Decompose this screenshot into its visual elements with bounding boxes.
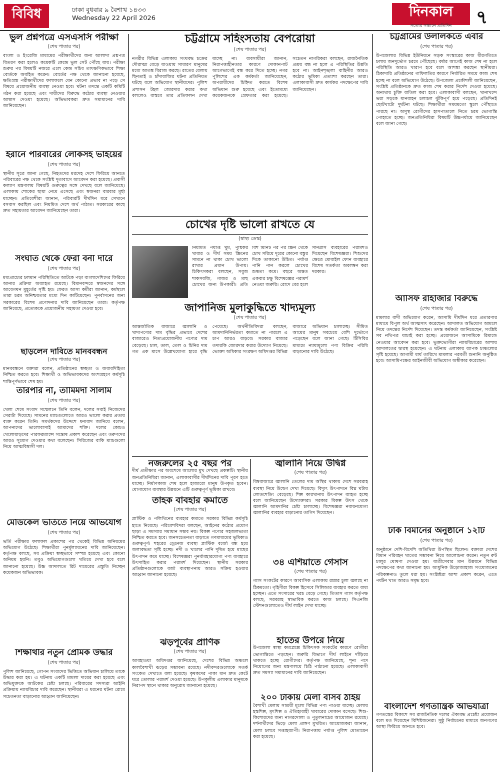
article-jalani: [253, 459, 368, 555]
article-body: পুলিশ জানিয়েছে, গোপন সংবাদের ভিত্তিতে অভিযান চালিয়ে তাকে উদ্ধার করা হয়। এ ঘটনায় একটি মামলা দায়ের করা হয়েছে এবং অভিযুক্তকে আটকের চেষ্টা চলছে। পরিবারের সদস্যরা আইনি প্রক্রিয়ায় ন্যায়বিচার দাবি করেছেন। স্থানীয়রা এ ধরনের ঘটনা রোধে সচেতনতা বাড়ানোর আহ্বান জানিয়েছেন।: [3, 669, 125, 700]
article-against: [376, 295, 497, 527]
article-body: মামলার বাদী অভিযোগ করেন, আসামি দীর্ঘদিন ধরে প্রতারণার মাধ্যমে বিপুল অর্থ আত্মসাৎ করেছেন। আদালত অভিযোগ আমলে নিয়ে তদন্তের নির্দেশ দিয়েছেন। তদন্ত কর্মকর্তা জানিয়েছেন, সংশ্লিষ্ট সব নথিপত্র যাচাই করা হচ্ছে। প্রয়োজনে আসামিকে রিমান্ডে নেওয়ার আবেদন করা হবে। ভুক্তভোগীরা ন্যায়বিচারের আশায় আদালতের দ্বারস্থ হয়েছেন। এ ঘটনায় এলাকায় ব্যাপক চাঞ্চল্যের সৃষ্টি হয়েছে। আগামী ধার্য তারিখে মামলার পরবর্তী শুনানি অনুষ্ঠিত হবে। আসামিপক্ষের আইনজীবী অভিযোগ অস্বীকার করেছেন।: [376, 315, 497, 365]
headline: সংঘাত থেকে ফেরা বনী দারে: [15, 255, 113, 264]
logo-tagline: সত্যের সন্ধানে প্রতিদিন: [410, 24, 452, 29]
article-jhorer: [132, 638, 248, 772]
article-body: নিয়মিত পর্যাপ্ত ঘুম, পুষ্টিকর খাবার ও দীর্ঘ সময় স্ক্রিনের সামনে না থাকা চোখ ভালো রাখার প্রধান উপায়। চিকিৎসকরা বলছেন, সবুজ শাকসবজি, গাজর ও মাছ চোখের জন্য উপকারী। প্রতি বিশ মিনিট পর পর স্ক্রিন থেকে চোখ সরিয়ে দূরের কোনো বস্তুর দিকে তাকানো উচিত। পর্যাপ্ত পানি পান করলে চোখের শুষ্কতা কমে। বছরে অন্তত একবার চক্ষু বিশেষজ্ঞের পরামর্শ নেওয়া জরুরি। রোদে বের হলে সানগ্লাস ব্যবহারের পরামর্শও দিয়েছেন বিশেষজ্ঞরা। শিশুদের ক্ষেত্রে মোবাইল ফোন ব্যবহারে বিশেষ সতর্কতা অবলম্বন করা দরকার।: [192, 245, 368, 288]
column-divider: [128, 34, 129, 772]
article-body: বাংলা ও ইংরেজি মাধ্যমের পরীক্ষার্থীদের জন্য আলাদা প্রশ্নপত্র বিতরণ করা হলেও কয়েকটি কেন্দ্রে ভুল সেট পৌঁছে যায়। পরীক্ষা শুরুর পর বিষয়টি নজরে এলে কেন্দ্র সচিব তাৎক্ষণিকভাবে শিক্ষা বোর্ডকে অবহিত করেন। বোর্ডের পক্ষ থেকে জানানো হয়েছে, ক্ষতিগ্রস্ত পরীক্ষার্থীদের ফলাফলে যেন কোনো প্রভাব না পড়ে সে বিষয়ে প্রয়োজনীয় ব্যবস্থা নেওয়া হবে। ঘটনা তদন্তে একটি কমিটি গঠন করা হয়েছে এবং দায়ীদের বিরুদ্ধে কঠোর ব্যবস্থা নেওয়ার আশ্বাস দেওয়া হয়েছে। অভিভাবকরা দ্রুত সমাধানের দাবি জানিয়েছেন।: [3, 54, 125, 109]
headline: চোখের দৃষ্টি ভালো রাখতে যে: [132, 216, 368, 235]
eye-photo: [132, 246, 188, 298]
article-sanghat: [3, 255, 125, 347]
headline: জ্বালানি নিয়ে উদ্বিগ্ন: [275, 459, 346, 469]
headline: ৩৪ এশিয়াতে গেসাস: [272, 558, 349, 568]
article-hand: [253, 636, 368, 692]
headline: হাতের উপরে নিয়ে: [276, 636, 345, 646]
byline: (শেষ পাতার পর): [47, 530, 81, 536]
headline: চট্টগ্রামের উলালকতে এবার: [389, 33, 484, 42]
masthead: [0, 0, 500, 31]
byline: (শেষ পাতার পর): [47, 358, 81, 364]
article-students: [3, 649, 125, 759]
byline: (শেষ পাতার পর): [47, 398, 81, 404]
section-tag: বিবিধ: [4, 4, 49, 28]
article-body: প্লাস্টিক ও পলিথিনের ব্যবহার কমাতে সরকার বিভিন্ন কর্মসূচি হাতে নিয়েছে। পরিবেশবিদরা বলছেন, আইনের কঠোর প্রয়োগ ছাড়া এ সমস্যার সমাধান সম্ভব নয়। বিকল্প পণ্যের সহজলভ্যতা নিশ্চিত করতে হবে। জনসচেতনতা বাড়াতে গণমাধ্যমের ভূমিকাও গুরুত্বপূর্ণ। শহরের ড্রেনেজ ব্যবস্থা প্লাস্টিক বর্জ্যে বন্ধ হয়ে জলাবদ্ধতা সৃষ্টি হচ্ছে। নদী ও খালের পানি দূষিত হয়ে মাছের উৎপাদন কমে যাচ্ছে। বিশেষজ্ঞরা পুনর্ব্যবহারযোগ্য পণ্য ব্যবহারে উৎসাহিত করার পরামর্শ দিয়েছেন। স্থানীয় সরকার প্রতিষ্ঠানগুলোকে বর্জ্য ব্যবস্থাপনায় আরও সক্রিয় হওয়ার আহ্বান জানানো হয়েছে।: [132, 517, 248, 579]
headline: তারপরি না, তামিমদা সালাম: [16, 387, 112, 396]
article-resign: [3, 347, 125, 387]
article-japan: [132, 302, 368, 454]
byline: (শেষ পাতার পর): [294, 471, 327, 477]
byline: (স্বাস্থ্য ডেস্ক): [238, 236, 262, 242]
headline: আসিফ রাহাজার বিরুদ্ধে: [395, 295, 478, 304]
headline: ইরানে পরিবারের লোকসহ ভাইয়ের: [5, 151, 123, 160]
article-body: উপজেলার বিভিন্ন ইউনিয়নে সড়ক সংস্কারের কাজ ধীরগতিতে চলায় জনদুর্ভোগ চরমে পৌঁছেছে। বর্ষার আগেই কাজ শেষ না হলে পরিস্থিতি আরও খারাপ হবে বলে আশঙ্কা করছেন স্থানীয়রা। ঠিকাদারি প্রতিষ্ঠানের গাফিলতির কারণে নির্ধারিত সময়ে কাজ শেষ হচ্ছে না বলে অভিযোগ উঠেছে। উপজেলা প্রকৌশলী জানিয়েছেন, সংশ্লিষ্ট প্রতিষ্ঠানকে দ্রুত কাজ শেষ করার নির্দেশ দেওয়া হয়েছে। অন্যথায় চুক্তি বাতিল করা হবে। এলাকাবাসী বলছেন, খানাখন্দে ভরা সড়কে যানবাহন চলাচল ঝুঁকিপূর্ণ হয়ে পড়েছে। প্রতিদিনই ছোটখাটো দুর্ঘটনা ঘটছে। শিক্ষার্থীরা সময়মতো স্কুলে পৌঁছাতে পারছে না। অসুস্থ রোগীদের হাসপাতালে নিতে চরম ভোগান্তি পোহাতে হচ্ছে। জনপ্রতিনিধিরা বিষয়টি উচ্চপর্যায়ে জানিয়েছেন বলে জানা গেছে।: [376, 53, 497, 127]
byline: (শেষ পাতার পর): [420, 538, 453, 544]
byline: (শেষ পাতার পর): [47, 162, 81, 168]
date-english: Wednesday 22 April 2026: [72, 14, 156, 22]
article-body: বৈশাখী মেলায় সাশ্রয়ী মূল্যে বিভিন্ন পণ্য পাওয়া যাচ্ছে। মেলায় হস্তশিল্প, মৃৎশিল্প ও ঐতিহ্যবাহী খাবারের দোকান বসেছে। শিশু-কিশোরদের জন্য নাগরদোলা ও পুতুলনাচের আয়োজন রয়েছে। দর্শনার্থীদের ভিড়ে মেলা প্রাঙ্গণ মুখরিত। আয়োজকরা জানান, মেলা চলবে সপ্তাহব্যাপী। নিরাপত্তায় পর্যাপ্ত পুলিশ মোতায়েন করা হয়েছে।: [253, 703, 368, 740]
byline: (শেষ পাতার পর): [233, 47, 267, 53]
article-body: গণতন্ত্রের বিকাশে সব রাজনৈতিক দলের ঐক্যবদ্ধ প্রচেষ্টা প্রয়োজন বলে মত দিয়েছেন বিশিষ্টজনেরা। সুষ্ঠু নির্বাচনের মাধ্যমে জনগণের আস্থা ফিরিয়ে আনতে হবে।: [376, 712, 497, 731]
article-body: নগরীর বিভিন্ন এলাকায় সংঘবদ্ধ চক্রের দৌরাত্ম্য বেড়ে যাওয়ায় সাধারণ মানুষের মধ্যে আতঙ্ক বিরাজ করছে। রাতের বেলায় ছিনতাই ও চাঁদাবাজির ঘটনা প্রতিনিয়ত ঘটছে বলে অভিযোগ স্থানীয়দের। পুলিশ প্রশাসন টহল জোরদার করার কথা বললেও বাস্তবে তার প্রতিফলন দেখা যাচ্ছে না। ব্যবসায়ীরা জানান, নিরাপত্তাহীনতার কারণে দোকানপাট আগেভাগেই বন্ধ করে দিতে হচ্ছে। নগর পুলিশের এক কর্মকর্তা জানিয়েছেন, অপরাধীদের চিহ্নিত করতে বিশেষ অভিযান শুরু হয়েছে এবং ইতোমধ্যে কয়েকজনকে গ্রেফতার করা হয়েছে। সচেতন নাগরিকরা বলছেন, রাজনৈতিক প্রশ্রয় বন্ধ না হলে এ পরিস্থিতির উন্নতি হবে না। আইনশৃঙ্খলা বাহিনীর আরও কঠোর ভূমিকা প্রত্যাশা করছেন তারা। এলাকাবাসী দ্রুত কার্যকর পদক্ষেপের দাবি জানিয়েছেন।: [132, 56, 368, 99]
article-body: গ্যাস সংকটের কারণে আবাসিক এলাকায় রান্নার চুলা জ্বলছে না ঠিকমতো। গৃহিণীরা বিকল্প হিসেবে সিলিন্ডার ব্যবহার করতে বাধ্য হচ্ছেন। এতে সংসারের খরচ বেড়ে গেছে। তিতাস গ্যাস কর্তৃপক্ষ বলছে, সরবরাহ স্বাভাবিক করতে কাজ চলছে। সিএনজি স্টেশনগুলোতেও দীর্ঘ লাইন দেখা যাচ্ছে।: [253, 579, 368, 610]
headline: মেডিকেল ভর্তিতে নিয়ে অভিযোগ: [6, 519, 122, 528]
headline: শিক্ষার্থীর নতুন প্রেমিক উদ্ধার: [15, 649, 113, 658]
article-body: অনুষ্ঠানে দেশি-বিদেশি অতিথিরা উপস্থিত ছিলেন। বক্তারা দেশের বিমান পরিবহন খাতের সম্ভাবনা নিয়ে আলোচনা করেন। নতুন রুট চালুর ঘোষণা দেওয়া হয়। যাত্রীসেবার মান উন্নয়নে বিভিন্ন পদক্ষেপের কথা জানানো হয়। আধুনিক উড়োজাহাজ সংযোজনের পরিকল্পনাও তুলে ধরা হয়। সংশ্লিষ্টরা আশা প্রকাশ করেন, এতে পর্যটন খাত আরও সমৃদ্ধ হবে।: [376, 547, 497, 584]
byline: (শেষ পাতার পর): [294, 570, 327, 576]
left-column: [3, 33, 125, 773]
article-eyes: [132, 216, 368, 298]
article-body: মধ্যপ্রাচ্যের চলমান পরিস্থিতিতে আটকে পড়া বাংলাদেশিদের ফিরিয়ে আনার প্রক্রিয়া অব্যাহত রয়েছে। বিমানবন্দরে স্বজনদের সঙ্গে আবেগঘন মুহূর্তের সৃষ্টি হয়। ফেরত আসা কর্মীরা জানান, কর্মস্থলে তারা চরম অনিশ্চয়তার মধ্যে দিন কাটিয়েছেন। পুনর্বাসনের জন্য সরকারের বিশেষ প্রণোদনার দাবি জানিয়েছেন তারা। কর্তৃপক্ষ জানিয়েছে, প্রত্যেককে প্রয়োজনীয় সহায়তা দেওয়া হবে।: [3, 275, 125, 312]
column-divider: [250, 459, 251, 772]
article-body: আন্তর্জাতিক বাজারে জ্বালানি ও খাদ্যপণ্যের দাম বৃদ্ধির প্রভাবে দেশের বাজারেও নিত্যপ্রয়োজনীয় পণ্যের দাম বেড়েছে। চাল, ডাল, তেল ও চিনির দাম গত এক মাসে উল্লেখযোগ্য হারে বৃদ্ধি পেয়েছে। অর্থনীতিবিদরা বলছেন, আমদানিনির্ভরতা কমাতে না পারলে এ চাপ আরও বাড়বে। সরকার বাজার তদারকি জোরদার করার উদ্যোগ নিয়েছে। ভোক্তা অধিকার সংরক্ষণ অধিদপ্তর বিভিন্ন বাজারে অভিযান চালাচ্ছে। সীমিত আয়ের মানুষ সবচেয়ে বেশি দুর্ভোগে পড়েছেন বলে জানা গেছে। টিসিবির মাধ্যমে ন্যায্যমূল্যে পণ্য বিক্রির পরিধি বাড়ানোর দাবি উঠেছে।: [132, 325, 368, 355]
byline: (শেষ পাতার পর): [47, 660, 81, 666]
byline: (শেষ পাতার পর): [233, 316, 267, 322]
article-brother: [3, 151, 125, 255]
article-exam: [3, 33, 125, 151]
headline: ঝড়পূর্বের প্রাণিক: [160, 638, 220, 648]
byline: (শেষ পাতার পর): [173, 508, 207, 514]
article-chattogram: [132, 33, 368, 213]
article-gas: [253, 558, 368, 632]
byline: (শেষ পাতার পর): [47, 266, 81, 272]
byline: (শেষ পাতার পর): [420, 306, 453, 312]
article-nazrul: [132, 459, 248, 493]
headline: জাপানিজ মুলাকুদ্ধিতে খাদ্যমূল্য: [184, 302, 316, 314]
headline: নজরুলের ২৫ বছর পর: [148, 459, 232, 469]
article-body: স্থানীয় সূত্রে জানা গেছে, নিহতদের মরদেহ দেশে ফিরিয়ে আনতে পরিবারের পক্ষ থেকে সংশ্লিষ্ট দূতাবাসে আবেদন করা হয়েছে। প্রবাসী কল্যাণ মন্ত্রণালয় বিষয়টি গুরুত্বের সঙ্গে দেখছে বলে জানিয়েছে। এলাকায় শোকের ছায়া নেমে এসেছে এবং স্বজনরা বারবার মূর্ছা যাচ্ছেন। প্রতিবেশীরা জানান, পরিবারটি দীর্ঘদিন ধরে সেখানে বসবাস করছিল এবং নিয়মিত দেশে অর্থ পাঠাত। সরকারের কাছে দ্রুত সহায়তার আবেদন জানিয়েছেন তারা।: [3, 171, 125, 214]
article-tahak: [132, 496, 248, 634]
headline: ভুল প্রশ্নপত্রে এসএসসি পরীক্ষা: [9, 33, 119, 43]
article-body: দীর্ঘ প্রতীক্ষার পর অবশেষে আলোর মুখ দেখছে প্রকল্পটি। স্থানীয় জনপ্রতিনিধিরা জানান, এলাকাবাসীর দীর্ঘদিনের দাবি পূরণ হতে যাচ্ছে। নির্মাণকাজ শেষ হলে হাজারো মানুষ উপকৃত হবেন। যোগাযোগ ব্যবস্থার উন্নয়নে এটি গুরুত্বপূর্ণ ভূমিকা রাখবে।: [132, 469, 248, 493]
article-upzilla: [376, 33, 497, 295]
article-bangladesh: [376, 703, 497, 771]
article-twohundred: [253, 694, 368, 772]
article-body: বিশ্ববাজারে জ্বালানি তেলের দাম অস্থির থাকায় দেশে সরবরাহ ব্যবস্থা নিয়ে উদ্বেগ দেখা দিয়েছে। বিদ্যুৎ উৎপাদনে বিঘ্ন ঘটায় লোডশেডিং বেড়েছে। শিল্প কারখানায় উৎপাদন ব্যাহত হচ্ছে বলে জানিয়েছেন উদ্যোক্তারা। সরকার বিকল্প উৎস থেকে জ্বালানি আমদানির চেষ্টা চালাচ্ছে। বিশেষজ্ঞরা নবায়নযোগ্য জ্বালানির ব্যবহার বাড়ানোর তাগিদ দিয়েছেন।: [253, 480, 368, 517]
headline: তাহক বাবহার কমাতে: [152, 496, 228, 506]
right-column: [376, 33, 497, 773]
newspaper-logo: দিনকাল: [392, 3, 470, 25]
byline: (শেষ পাতার পর): [173, 650, 207, 656]
headline: চট্টগ্রামে সহিংসতায় বেপরোয়া: [185, 33, 315, 45]
headline: ঢাক বিমানের অনুষ্ঠানে ১২টি: [388, 527, 485, 536]
byline: (শেষ পাতার পর): [47, 45, 81, 51]
article-body: ভর্তি পরীক্ষার ফলাফল প্রকাশের পর থেকেই বিভিন্ন অনিয়মের অভিযোগ উঠেছে। শিক্ষার্থীরা পুনর্মূল্যায়নের দাবি জানিয়েছেন। কর্তৃপক্ষ বলছে, সব প্রক্রিয়া স্বচ্ছভাবে সম্পন্ন হয়েছে এবং কোনো অনিয়ম হয়নি। তবুও অভিযোগগুলো খতিয়ে দেখা হবে বলে জানানো হয়েছে। উচ্চ আদালতে রিট দায়েরের প্রস্তুতি নিচ্ছেন কয়েকজন অভিভাবক।: [3, 539, 125, 576]
article-tamim: [3, 387, 125, 519]
article-body: খেলা শেষে সংবাদ সম্মেলনে তিনি বলেন, দলের সবাই নিজেদের সেরাটা দিয়েছে। সামনের ম্যাচগুলোতে আরও ভালো করার প্রত্যয় ব্যক্ত করেন তিনি। সমর্থকদের উদ্দেশে ধন্যবাদ জানিয়ে বলেন, আপনাদের ভালোবাসাই আমাদের শক্তি। দলের কোচও খেলোয়াড়দের পারফরম্যান্সে সন্তোষ প্রকাশ করেছেন এবং তরুণদের আরও সুযোগ দেওয়ার কথা বলেছেন। সিরিজের বাকি ম্যাচগুলো নিয়ে আত্মবিশ্বাসী দল।: [3, 407, 125, 450]
article-college: [3, 519, 125, 649]
headline: ২০০ টাকায় মেলা বাসব ঠাইয়: [260, 694, 361, 703]
column-divider: [372, 34, 373, 772]
date-line: [72, 6, 156, 22]
article-body: মানববন্ধনে বক্তারা বলেন, প্রতিষ্ঠানের স্বচ্ছতা ও জবাবদিহিতা নিশ্চিত করতে হবে। শিক্ষার্থী ও অভিভাবকদের অংশগ্রহণে কর্মসূচি শান্তিপূর্ণভাবে শেষ হয়।: [3, 367, 125, 385]
article-body: উপজেলা স্বাস্থ্য কমপ্লেক্সে চিকিৎসক সংকটের কারণে রোগীরা ভোগান্তিতে পড়ছেন। জরুরি বিভাগে দীর্ঘ লাইনে দাঁড়িয়ে থাকতে হচ্ছে রোগীদের। কর্তৃপক্ষ জানিয়েছে, শূন্য পদে নিয়োগের জন্য মন্ত্রণালয়ে চিঠি পাঠানো হয়েছে। এলাকাবাসী দ্রুত সমস্যা সমাধানের দাবি জানিয়েছেন।: [253, 646, 368, 677]
article-dhaka: [376, 527, 497, 703]
article-body: আবহাওয়া অধিদপ্তর জানিয়েছে, দেশের বিভিন্ন অঞ্চলে কালবৈশাখী ঝড়ের সম্ভাবনা রয়েছে। নদীবন্দরগুলোকে সতর্ক সংকেত দেখাতে বলা হয়েছে। কৃষকদের পাকা ধান দ্রুত কেটে ঘরে তোলার পরামর্শ দেওয়া হয়েছে। উপকূলীয় এলাকার মানুষকে নিরাপদ স্থানে থাকার অনুরোধ জানানো হয়েছে।: [132, 659, 248, 690]
headline: ছাড়লেন দাবিতে মানববন্ধন: [20, 347, 108, 356]
byline: (শেষ পাতার পর): [420, 44, 453, 50]
section-divider: [132, 456, 368, 457]
page-number: ৭: [476, 7, 488, 28]
date-bengali: ঢাকা বুধবার ৯ বৈশাখ ১৪৩৩: [72, 6, 146, 14]
headline: বাংলাদেশ গণতান্ত্রিক অভিযাত্রা: [384, 703, 489, 712]
